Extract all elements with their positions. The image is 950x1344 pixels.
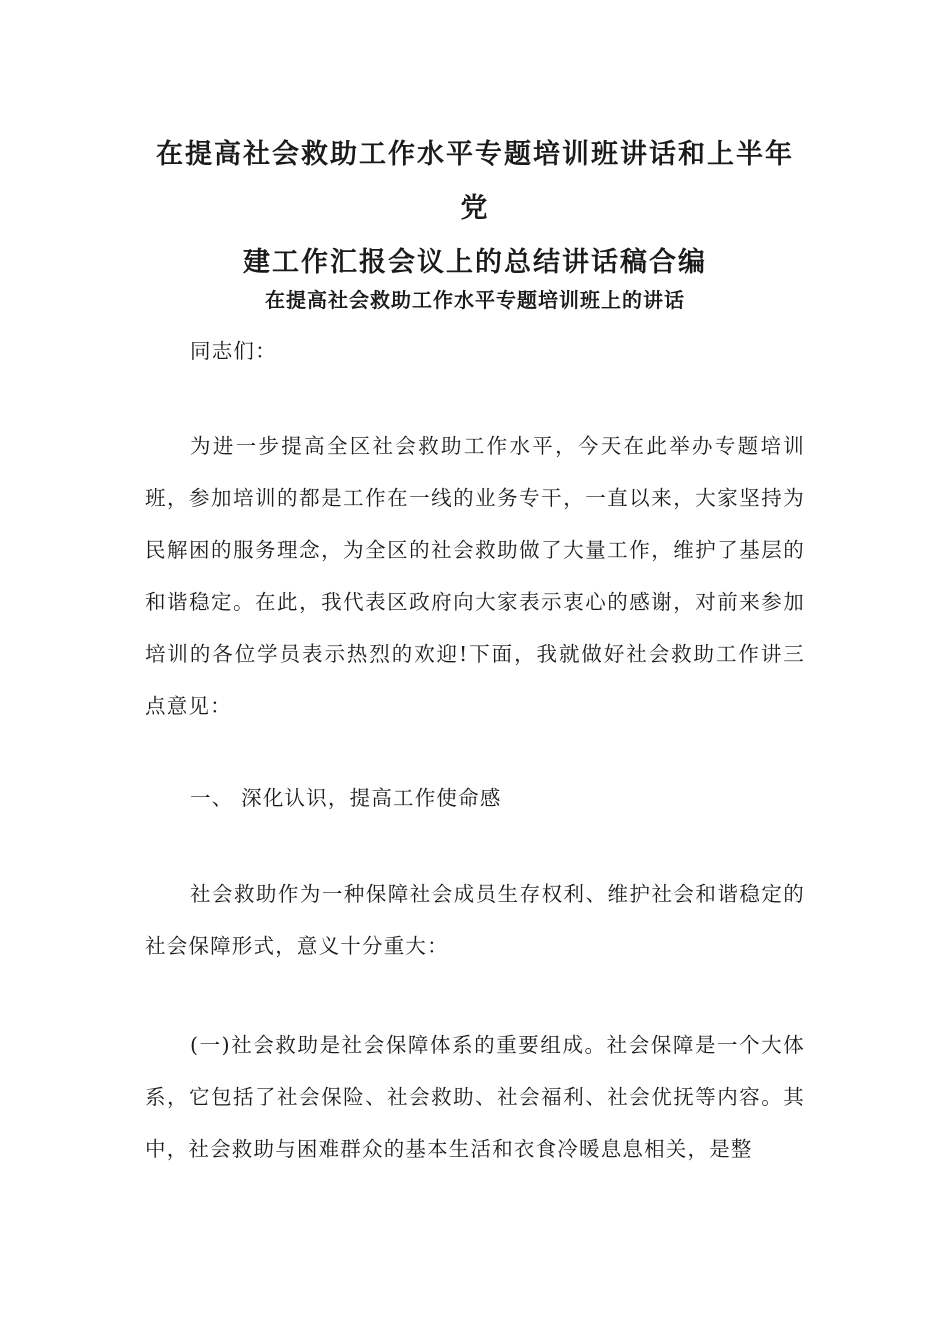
- document-title: [145, 128, 805, 290]
- title-line-2: 建工作汇报会议上的总结讲话稿合编: [243, 247, 707, 278]
- intro-paragraph: 为进一步提高全区社会救助工作水平，今天在此举办专题培训班，参加培训的都是工作在一线的业务专干，一直以来，大家坚持为民解困的服务理念，为全区的社会救助做了大量工作，维护了基层的和谐稳定。在此，我代表区政府向大家表示衷心的感谢，对前来参加培训的各位学员表示热烈的欢迎!下面，我就做好社会救助工作讲三点意见：: [145, 434, 805, 718]
- section-heading-1: 一、 深化认识，提高工作使命感: [190, 786, 502, 810]
- point-1-paragraph: (一)社会救助是社会保障体系的重要组成。社会保障是一个大体系，它包括了社会保险、社会救助、社会福利、社会优抚等内容。其中，社会救助与困难群众的基本生活和衣食冷暖息息相关，是整: [145, 1033, 805, 1161]
- meaning-paragraph: 社会救助作为一种保障社会成员生存权利、维护社会和谐稳定的社会保障形式，意义十分重大：: [145, 882, 805, 958]
- greeting-paragraph: 同志们：: [190, 339, 277, 363]
- title-line-1: 在提高社会救助工作水平专题培训班讲话和上半年党: [156, 139, 794, 224]
- speech-subtitle: 在提高社会救助工作水平专题培训班上的讲话: [265, 288, 685, 312]
